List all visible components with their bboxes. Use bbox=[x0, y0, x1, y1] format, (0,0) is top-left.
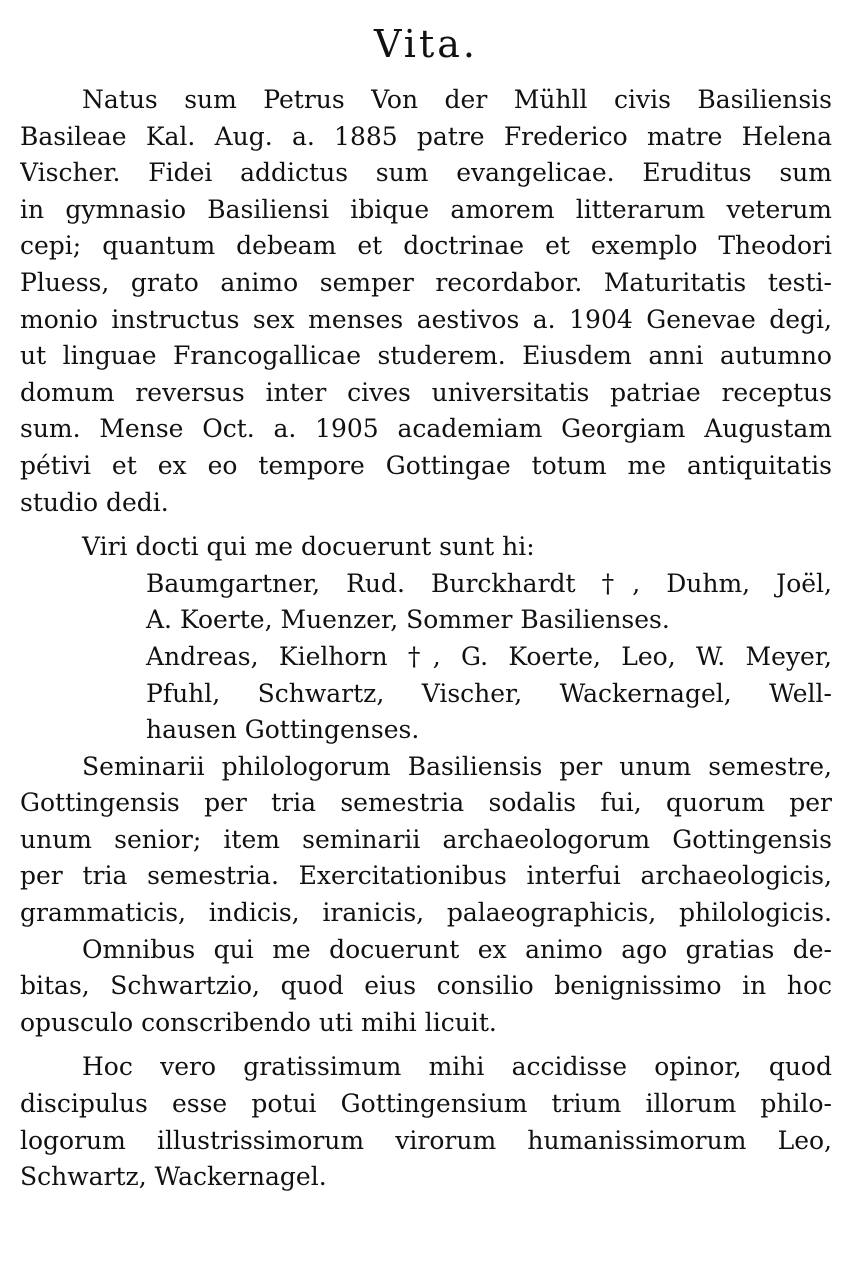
text-line: discipulus esse potui Gottingensium trium illorum philo- bbox=[20, 1089, 832, 1119]
text-line: Viri docti qui me docuerunt sunt hi: bbox=[82, 532, 535, 562]
text-line: domum reversus inter cives universitatis patriae receptus bbox=[20, 377, 832, 407]
text-line: Baumgartner, Rud. Burckhardt †, Duhm, Joël, bbox=[146, 568, 832, 598]
paragraph-gap bbox=[20, 521, 832, 529]
paragraph-gap bbox=[20, 1041, 832, 1049]
text-line: in gymnasio Basiliensi ibique amorem litterarum veterum bbox=[20, 194, 832, 224]
text-line: Hoc vero gratissimum mihi accidisse opinor, quod bbox=[82, 1052, 832, 1082]
text-line: grammaticis, indicis, iranicis, palaeographicis, philologicis. bbox=[20, 898, 832, 928]
text-line: Omnibus qui me docuerunt ex animo ago gratias de- bbox=[82, 934, 832, 964]
text-line: Schwartz, Wackernagel. bbox=[20, 1162, 327, 1192]
text-line: unum senior; item seminarii archaeologorum Gottingensis bbox=[20, 824, 832, 854]
text-line: monio instructus sex menses aestivos a. 1904 Genevae degi, bbox=[20, 304, 832, 334]
text-line: ut linguae Francogallicae studerem. Eiusdem anni autumno bbox=[20, 341, 832, 371]
text-line: Pluess, grato animo semper recordabor. Maturitatis testi- bbox=[20, 267, 832, 297]
text-line: logorum illustrissimorum virorum humanissimorum Leo, bbox=[20, 1125, 832, 1155]
text-line: per tria semestria. Exercitationibus interfui archaeologicis, bbox=[20, 861, 832, 891]
text-line: Seminarii philologorum Basiliensis per unum semestre, bbox=[82, 751, 832, 781]
text-line: bitas, Schwartzio, quod eius consilio benignissimo in hoc bbox=[20, 971, 832, 1001]
text-line: Vischer. Fidei addictus sum evangelicae. Eruditus sum bbox=[20, 158, 832, 188]
text-line: Gottingensis per tria semestria sodalis fui, quorum per bbox=[20, 788, 832, 818]
text-line: opusculo conscribendo uti mihi licuit. bbox=[20, 1007, 497, 1037]
vita-text bbox=[20, 82, 832, 1196]
text-line: sum. Mense Oct. a. 1905 academiam Georgiam Augustam bbox=[20, 414, 832, 444]
text-line: Andreas, Kielhorn †, G. Koerte, Leo, W. Meyer, bbox=[146, 641, 832, 671]
text-line: Basileae Kal. Aug. a. 1885 patre Frederico matre Helena bbox=[20, 121, 832, 151]
text-line: cepi; quantum debeam et doctrinae et exemplo Theodori bbox=[20, 231, 832, 261]
text-line: studio dedi. bbox=[20, 487, 169, 517]
text-line: A. Koerte, Muenzer, Sommer Basilienses. bbox=[146, 605, 670, 635]
document-page bbox=[0, 22, 856, 1278]
text-line: Natus sum Petrus Von der Mühll civis Basiliensis bbox=[82, 85, 832, 114]
page-title: Vita. bbox=[374, 22, 478, 66]
text-line: hausen Gottingenses. bbox=[146, 715, 420, 745]
text-line: Pfuhl, Schwartz, Vischer, Wackernagel, Well- bbox=[146, 678, 832, 708]
text-line: pétivi et ex eo tempore Gottingae totum me antiquitatis bbox=[20, 450, 832, 480]
